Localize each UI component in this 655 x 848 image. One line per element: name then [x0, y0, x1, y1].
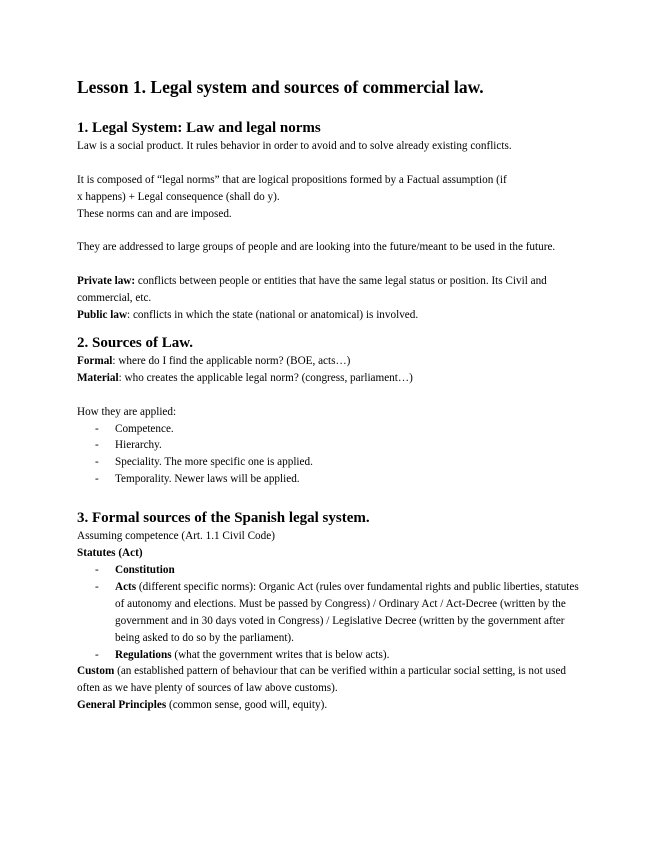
paragraph-general-principles	[77, 697, 582, 714]
acts-text: (different specific norms): Organic Act (rules over fundamental rights and public liberties, statutes of autonomy and elections. Must be passed by Congress) / Ordinary Act / Act-Decree (written by the government and in 30 days voted in Congress) / Legislative Decree (written by the government after being asked to do so by the parliament).	[115, 580, 579, 644]
paragraph-private-law	[77, 273, 582, 307]
paragraph-formal	[77, 353, 582, 370]
list-item-constitution	[77, 562, 582, 579]
private-law-text: conflicts between people or entities that have the same legal status or position. Its Civil and commercial, etc.	[77, 275, 547, 305]
section-heading-sources: 2. Sources of Law.	[77, 334, 193, 351]
constitution-label: Constitution	[115, 563, 175, 576]
paragraph-assuming-competence: Assuming competence (Art. 1.1 Civil Code)	[77, 530, 275, 543]
material-label: Material	[77, 371, 119, 384]
section-heading-formal-sources: 3. Formal sources of the Spanish legal system.	[77, 510, 370, 527]
custom-label: Custom	[77, 665, 115, 678]
paragraph-custom	[77, 663, 582, 697]
list-item-acts	[77, 579, 582, 647]
general-principles-text: (common sense, good will, equity).	[166, 699, 328, 712]
paragraph-statutes	[77, 545, 582, 562]
paragraph-addressed-groups: They are addressed to large groups of people and are looking into the future/meant to be used in the future.	[77, 241, 556, 254]
list-item: - Competence.	[77, 421, 582, 438]
paragraph-material	[77, 370, 582, 387]
applied-list	[77, 421, 582, 489]
paragraph-how-applied: How they are applied:	[77, 405, 177, 418]
statutes-list	[77, 562, 582, 663]
general-principles-label: General Principles	[77, 699, 167, 712]
paragraph-law-social-product: Law is a social product. It rules behavior in order to avoid and to solve already existing conflicts.	[77, 140, 512, 152]
page-title: Lesson 1. Legal system and sources of commercial law.	[77, 77, 484, 97]
custom-text: (an established pattern of behaviour that can be verified within a particular social setting, is not used often as we have plenty of sources of law above customs).	[77, 665, 567, 695]
document-page	[77, 76, 582, 714]
public-law-label: Public law	[77, 309, 128, 322]
acts-label: Acts	[115, 580, 137, 593]
public-law-text: : conflicts in which the state (national or anatomical) is involved.	[127, 309, 419, 322]
section-heading-legal-system: 1. Legal System: Law and legal norms	[77, 120, 321, 136]
list-item: - Temporality. Newer laws will be applied.	[77, 471, 582, 488]
paragraph-legal-norms-line2: x happens) + Legal consequence (shall do y).	[77, 190, 280, 203]
regulations-text: (what the government writes that is below acts).	[171, 648, 390, 661]
formal-text: : where do I find the applicable norm? (BOE, acts…)	[112, 354, 351, 367]
paragraph-public-law	[77, 307, 582, 324]
regulations-label: Regulations	[115, 648, 172, 661]
list-item: - Speciality. The more specific one is applied.	[77, 454, 582, 471]
statutes-label: Statutes (Act)	[77, 547, 143, 560]
formal-label: Formal	[77, 354, 113, 367]
private-law-label: Private law:	[77, 275, 136, 288]
list-item-regulations	[77, 647, 582, 664]
list-item: - Hierarchy.	[77, 437, 582, 454]
paragraph-norms-imposed: These norms can and are imposed.	[77, 207, 232, 220]
paragraph-legal-norms-line1: It is composed of “legal norms” that are logical propositions formed by a Factual assumption (if	[77, 173, 507, 186]
material-text: : who creates the applicable legal norm? (congress, parliament…)	[118, 371, 413, 384]
